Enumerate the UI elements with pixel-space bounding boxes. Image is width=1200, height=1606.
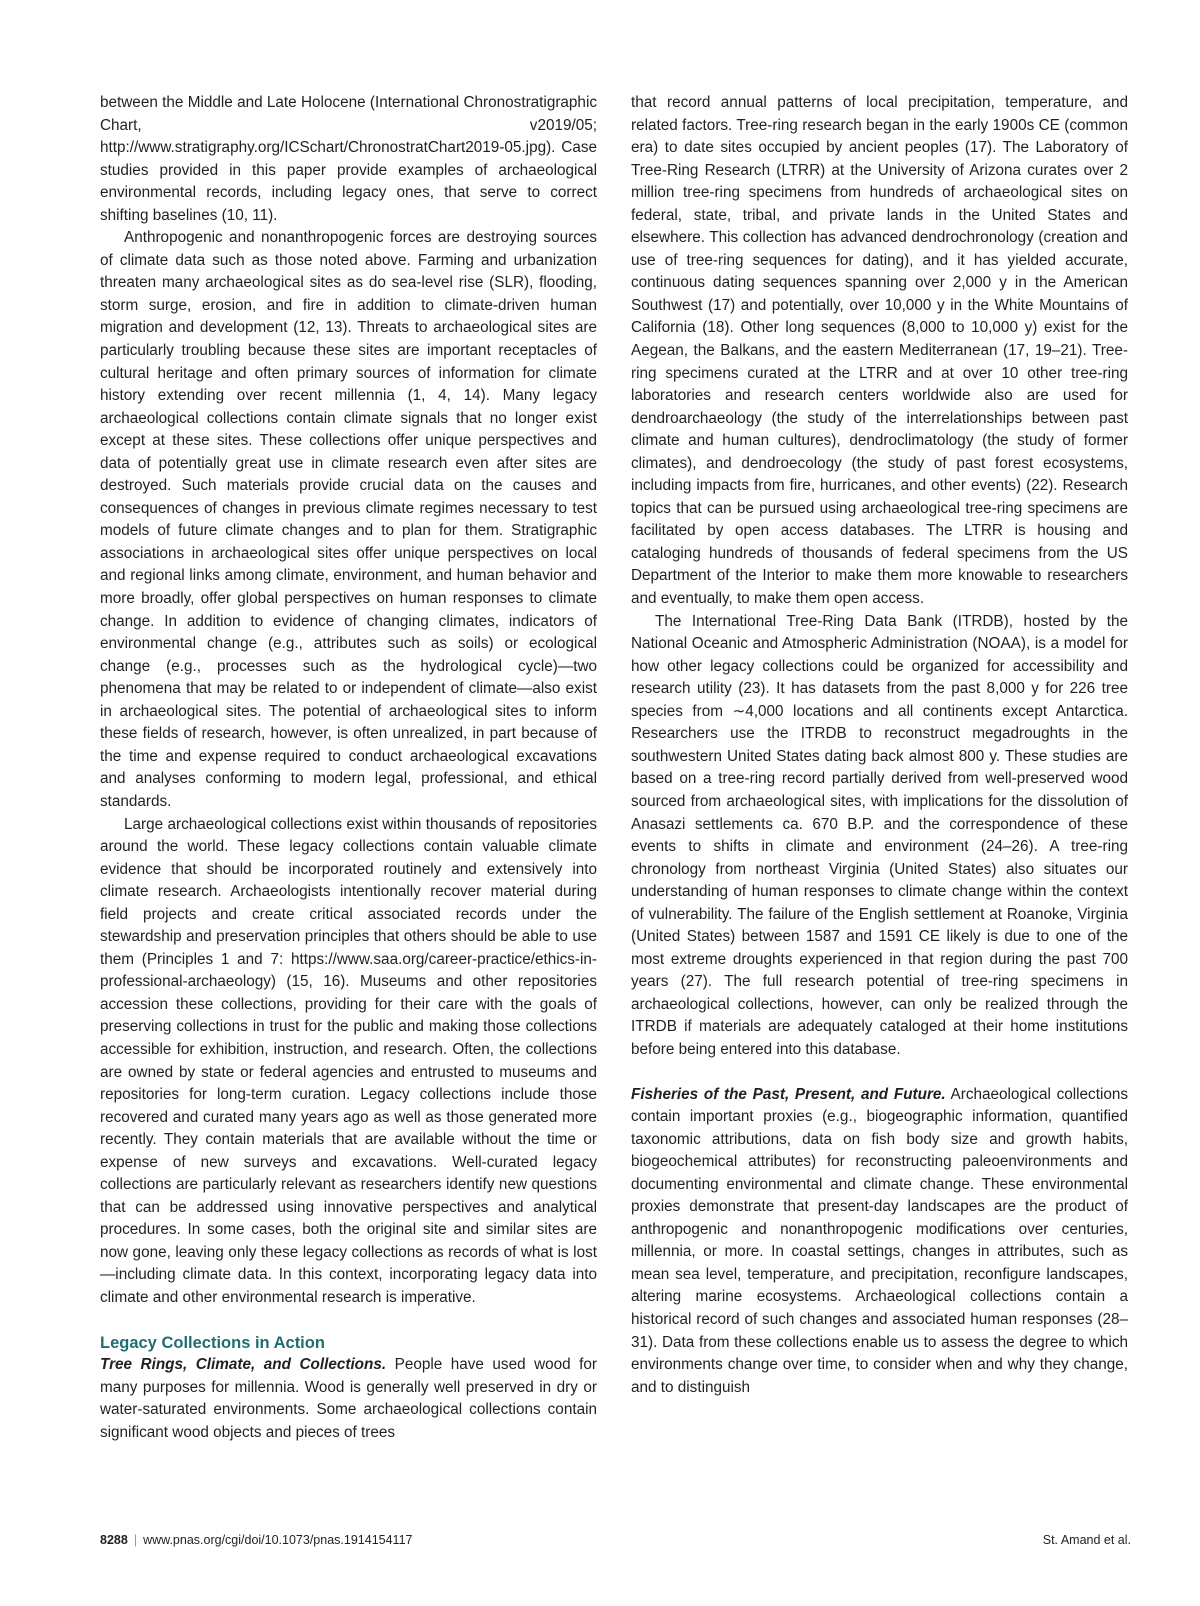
page-footer — [100, 1532, 1131, 1548]
right-column — [631, 92, 1128, 1399]
paragraph-itrdb: The International Tree-Ring Data Bank (ITRDB), hosted by the National Oceanic and Atmospheric Administration (NOAA), is a model for how other legacy collections could be organized for accessibility and research utility (23). It has datasets from the past 8,000 y for 226 tree species from ∼4,000 locations and all continents except Antarctica. Researchers use the ITRDB to reconstruct megadroughts in the southwestern United States dating back almost 800 y. These studies are based on a tree-ring record partially derived from well-preserved wood sourced from archaeological sites, with implications for the dissolution of Anasazi settlements ca. 670 B.P. and the correspondence of these events to shifts in climate and environment (24–26). A tree-ring chronology from northeast Virginia (United States) also situates our understanding of human responses to climate change within the context of vulnerability. The failure of the English settlement at Roanoke, Virginia (United States) between 1587 and 1591 CE likely is due to one of the most extreme droughts experienced in that region during the past 700 years (27). The full research potential of tree-ring specimens in archaeological collections, however, can only be realized through the ITRDB if materials are adequately cataloged at their home institutions before being entered into this database. — [631, 612, 1128, 1058]
paragraph-legacy-collections: Large archaeological collections exist within thousands of repositories around the world. These legacy collections contain valuable climate evidence that should be incorporated routinely and extensively into climate research. Archaeologists intentionally recover material during field projects and create critical associated records under the stewardship and preservation principles that others should be able to use them (Principles 1 and 7: https://www.saa.org/career-practice/ethics-in-professional-archaeology) (15, 16). Museums and other repositories accession these collections, providing for their care with the goals of preserving collections in trust for the public and making those collections accessible for exhibition, instruction, and research. Often, the collections are owned by state or federal agencies and entrusted to museums and repositories for long-term curation. Legacy collections include those recovered and curated many years ago as well as those generated more recently. They contain materials that are available without the time or expense of new surveys and excavations. Well-curated legacy collections are particularly relevant as researchers identify new questions that can be addressed using innovative perspectives and analytical procedures. In some cases, both the original site and similar sites are now gone, leaving only these legacy collections as records of what is lost—including climate data. In this context, incorporating legacy data into climate and other environmental research is imperative. — [100, 815, 597, 1306]
paragraph-tree-rings — [100, 1354, 597, 1444]
page-number: 8288 — [100, 1533, 128, 1547]
doi-link[interactable]: www.pnas.org/cgi/doi/10.1073/pnas.1914154117 — [143, 1533, 413, 1547]
paragraph-fisheries-text: Archaeological collections contain important proxies (e.g., biogeographic information, quantified taxonomic attributions, data on fish body size and growth habits, biogeochemical attributes) for reconstructing paleoenvironments and documenting environmental and climate change. These environmental proxies demonstrate that present-day landscapes are the product of anthropogenic and nonanthropogenic modifications over centuries, millennia, or more. In coastal settings, changes in attributes, such as mean sea level, temperature, and precipitation, reconfigure landscapes, altering marine ecosystems. Archaeological collections contain a historical record of such changes and associated human responses (28–31). Data from these collections enable us to assess the degree to which environments change over time, to consider when and why they change, and to distinguish — [631, 1085, 1129, 1396]
paragraph-ltrr: that record annual patterns of local precipitation, temperature, and related factors. Tree-ring research began in the early 1900s CE (common era) to date sites occupied by ancient peoples (17). The Laboratory of Tree-Ring Research (LTRR) at the University of Arizona curates over 2 million tree-ring specimens from hundreds of archaeological sites on federal, state, tribal, and private lands in the United States and elsewhere. This collection has advanced dendrochronology (creation and use of tree-ring sequences for dating), and it has yielded accurate, continuous dating sequences spanning over 2,000 y in the American Southwest (17) and potentially, over 10,000 y in the White Mountains of California (18). Other long sequences (8,000 to 10,000 y) exist for the Aegean, the Balkans, and the eastern Mediterranean (17, 19–21). Tree-ring specimens curated at the LTRR and at over 10 other tree-ring laboratories and research centers worldwide also are used for dendroarchaeology (the study of the interrelationships between past climate and human cultures), dendroclimatology (the study of former climates), and dendroecology (the study of past forest ecosystems, including impacts from fire, hurricanes, and other events) (22). Research topics that can be pursued using archaeological tree-ring specimens are facilitated by open access databases. The LTRR is housing and cataloging hundreds of thousands of federal specimens from the US Department of the Interior to make them more knowable to researchers and eventually, to make them open access. — [631, 94, 1128, 608]
section-heading: Legacy Collections in Action — [100, 1333, 325, 1352]
footer-authors: St. Amand et al. — [1042, 1533, 1131, 1547]
subsection-heading-fisheries: Fisheries of the Past, Present, and Future. — [631, 1085, 946, 1103]
left-column — [100, 92, 597, 1444]
paragraph-continued: between the Middle and Late Holocene (International Chronostratigraphic Chart, v2019/05; http://www.stratigraphy.org/ICSchart/ChronostratChart2019-05.jpg). Case studies provided in this paper provide examples of archaeological environmental records, including legacy ones, that serve to correct shifting baselines (10, 11). — [100, 94, 597, 224]
paragraph-fisheries — [631, 1084, 1128, 1400]
paragraph-tree-rings-text: People have used wood for many purposes for millennia. Wood is generally well preserved in dry or water-saturated environments. Some archaeological collections contain significant wood objects and pieces of trees — [100, 1356, 597, 1441]
paragraph-threats: Anthropogenic and nonanthropogenic forces are destroying sources of climate data such as those noted above. Farming and urbanization threaten many archaeological sites as do sea-level rise (SLR), flooding, storm surge, erosion, and fire in addition to climate-driven human migration and development (12, 13). Threats to archaeological sites are particularly troubling because these sites are important receptacles of cultural heritage and often primary sources of information for climate history extending over recent millennia (1, 4, 14). Many legacy archaeological collections contain climate signals that no longer exist except at these sites. These collections offer unique perspectives and data of potentially great use in climate research even after sites are destroyed. Such materials provide crucial data on the causes and consequences of changes in previous climate regimes necessary to test models of future climate changes and to plan for them. Stratigraphic associations in archaeological sites offer unique perspectives on local and regional links among climate, environment, and human behavior and more broadly, offer global perspectives on human responses to climate change. In addition to evidence of changing climates, indicators of environmental change (e.g., attributes such as soils) or ecological change (e.g., processes such as the hydrological cycle)—two phenomena that may be related to or independent of climate—also exist in archaeological sites. The potential of archaeological sites to inform these fields of research, however, is often unrealized, in part because of the time and expense required to conduct archaeological excavations and analyses conforming to modern legal, professional, and ethical standards. — [100, 229, 597, 810]
subsection-heading-tree-rings: Tree Rings, Climate, and Collections. — [100, 1356, 387, 1374]
footer-separator: | — [133, 1533, 138, 1547]
